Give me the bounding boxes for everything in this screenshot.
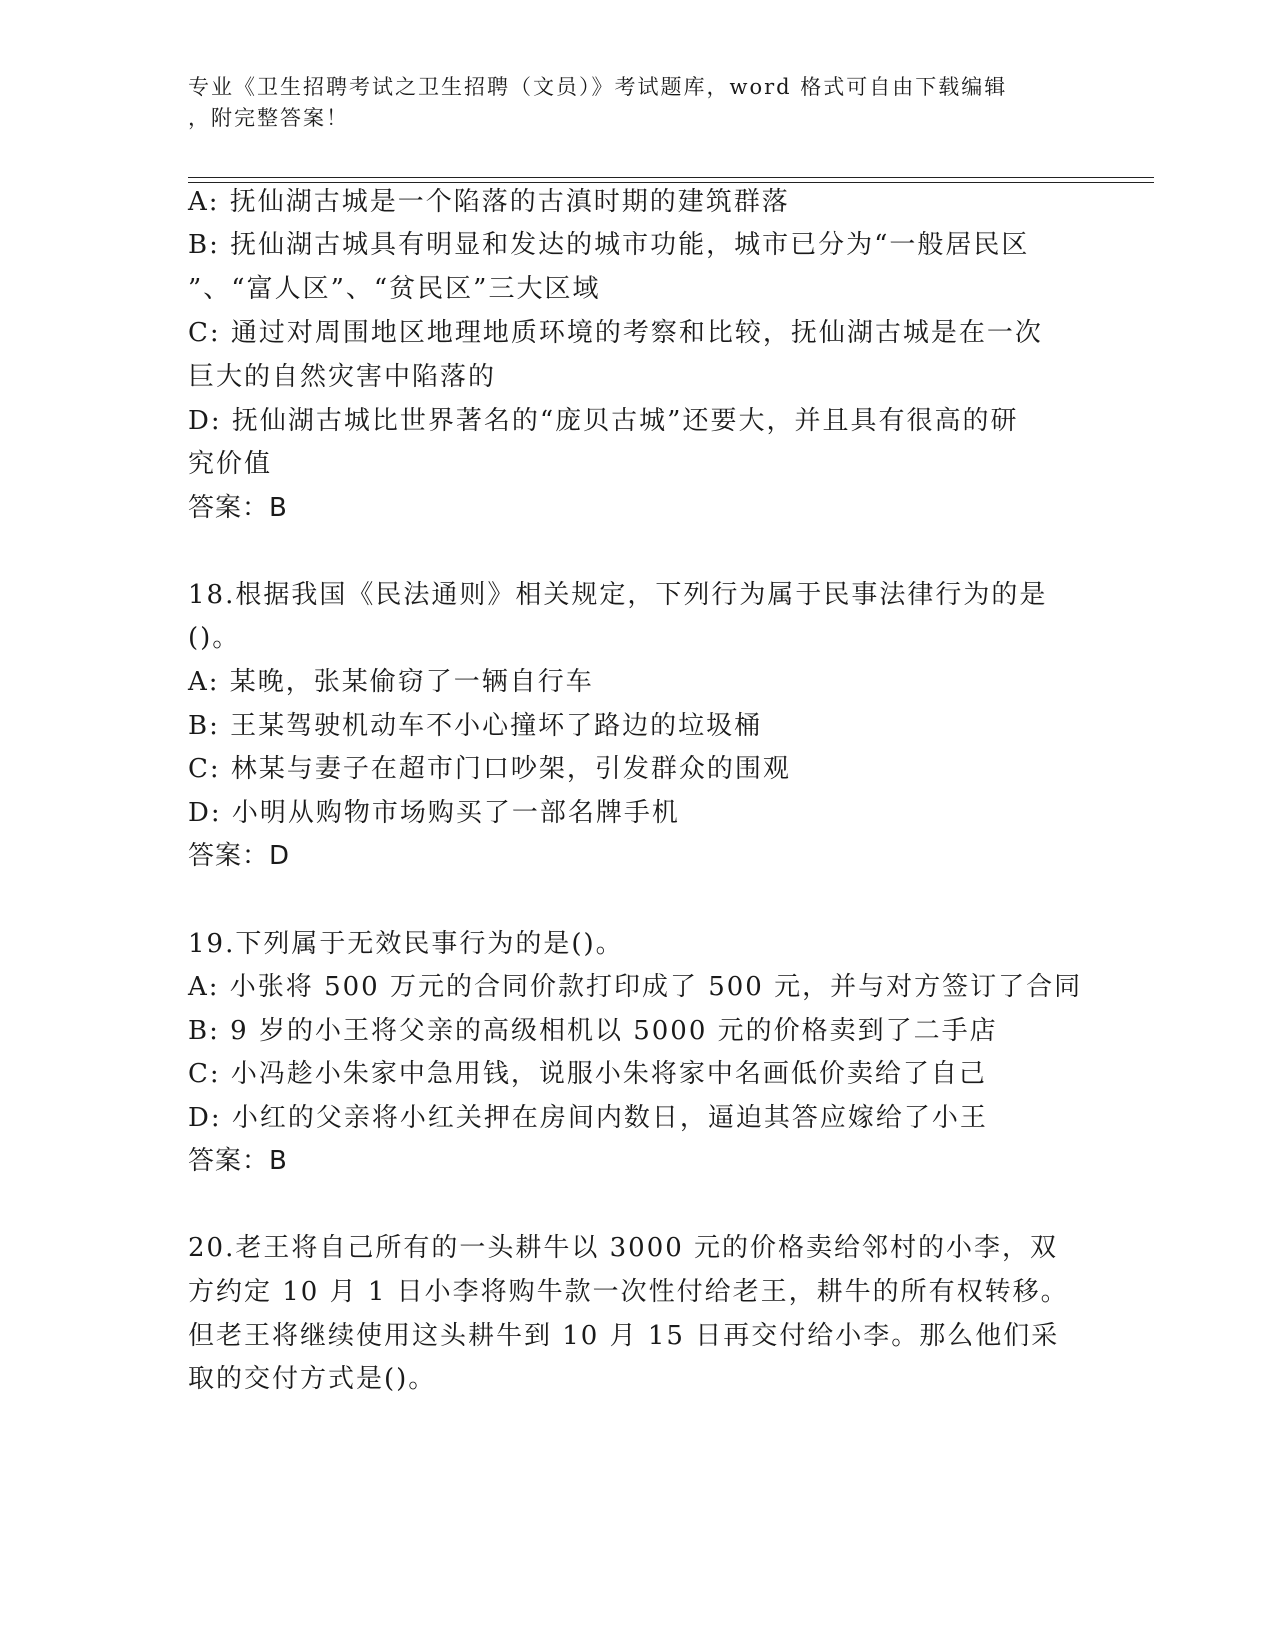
answer: 答案：B	[188, 1146, 288, 1176]
answer: 答案：D	[188, 841, 291, 871]
question-stem-line-3: 但老王将继续使用这头耕牛到 10 月 15 日再交付给小李。那么他们采	[188, 1321, 1060, 1351]
header-title-line-1: 专业《卫生招聘考试之卫生招聘（文员）》考试题库，word 格式可自由下载编辑	[188, 75, 1008, 99]
option-b: B: 王某驾驶机动车不小心撞坏了路边的垃圾桶	[188, 711, 763, 741]
question-stem: 20.老王将自己所有的一头耕牛以 3000 元的价格卖给邻村的小李，双	[188, 1233, 1059, 1263]
option-d: D: 抚仙湖古城比世界著名的“庞贝古城”还要大，并且具有很高的研	[188, 406, 1019, 436]
question-stem-line-4: 取的交付方式是()。	[188, 1364, 437, 1394]
option-d: D: 小红的父亲将小红关押在房间内数日，逼迫其答应嫁给了小王	[188, 1103, 988, 1133]
question-stem: 18.根据我国《民法通则》相关规定，下列行为属于民事法律行为的是	[188, 580, 1048, 610]
answer: 答案：B	[188, 493, 288, 523]
option-c-continued: 巨大的自然灾害中陷落的	[188, 362, 497, 392]
option-b-continued: ”、“富人区”、“贫民区”三大区域	[188, 274, 601, 304]
header-title-line-2: ，附完整答案！	[188, 106, 349, 130]
header-divider-top	[188, 177, 1154, 178]
option-b: B: 9 岁的小王将父亲的高级相机以 5000 元的价格卖到了二手店	[188, 1016, 998, 1046]
option-c: C: 林某与妻子在超市门口吵架，引发群众的围观	[188, 754, 791, 784]
option-a: A: 某晚，张某偷窃了一辆自行车	[188, 667, 594, 697]
option-c: C: 通过对周围地区地理地质环境的考察和比较，抚仙湖古城是在一次	[188, 318, 1043, 348]
question-stem-continued: ()。	[188, 623, 241, 653]
option-d-continued: 究价值	[188, 449, 273, 479]
header-divider-bottom	[188, 182, 1154, 183]
question-stem: 19.下列属于无效民事行为的是()。	[188, 929, 624, 959]
option-d: D: 小明从购物市场购买了一部名牌手机	[188, 798, 680, 828]
option-a: A: 小张将 500 万元的合同价款打印成了 500 元，并与对方签订了合同	[188, 972, 1083, 1002]
option-b: B: 抚仙湖古城具有明显和发达的城市功能，城市已分为“一般居民区	[188, 230, 1030, 260]
option-c: C: 小冯趁小朱家中急用钱，说服小朱将家中名画低价卖给了自己	[188, 1059, 987, 1089]
question-stem-line-2: 方约定 10 月 1 日小李将购牛款一次性付给老王，耕牛的所有权转移。	[188, 1277, 1069, 1307]
option-a: A: 抚仙湖古城是一个陷落的古滇时期的建筑群落	[188, 187, 790, 217]
